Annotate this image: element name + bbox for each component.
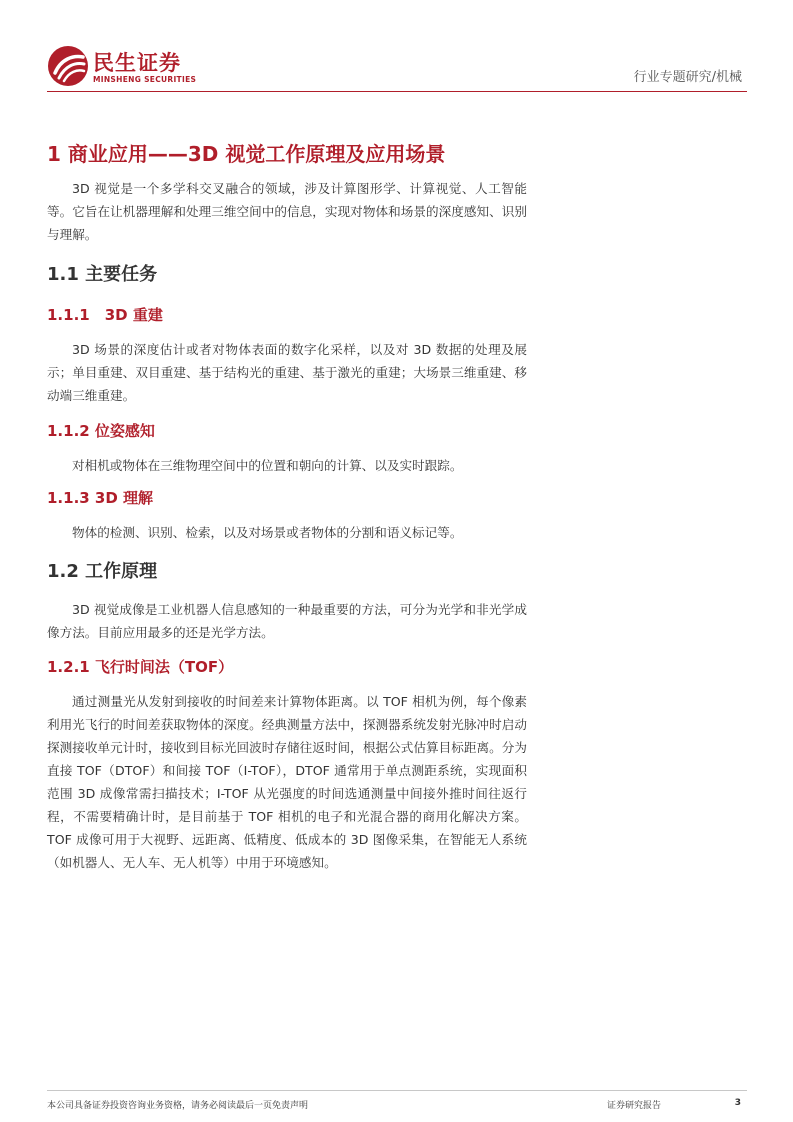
section-1-1-2-paragraph: 对相机或物体在三维物理空间中的位置和朝向的计算、以及实时跟踪。 (72, 458, 463, 473)
section-1-1-3-heading: 1.1.3 3D 理解 (47, 489, 154, 507)
page-number: 3 (734, 1098, 741, 1108)
section-1-2-heading: 1.2 工作原理 (47, 561, 158, 582)
section-1-2-paragraph: 3D 视觉成像是工业机器人信息感知的一种最重要的方法，可分为光学和非光学成像方法。目前应用最多的还是光学方法。 (47, 602, 527, 640)
footer-divider (47, 1090, 747, 1091)
section-1-1-2-heading: 1.1.2 位姿感知 (47, 422, 155, 440)
section-1-heading: 1 商业应用——3D 视觉工作原理及应用场景 (47, 142, 446, 166)
section-1-2-1-heading: 1.2.1 飞行时间法（TOF） (47, 658, 234, 676)
section-1-1-3-paragraph: 物体的检测、识别、检索，以及对场景或者物体的分割和语义标记等。 (72, 525, 463, 540)
footer-disclaimer: 本公司具备证券投资咨询业务资格，请务必阅读最后一页免责声明 (47, 1101, 309, 1111)
section-1-2-1-paragraph: 通过测量光从发射到接收的时间差来计算物体距离。以 TOF 相机为例，每个像素利用光飞行的时间差获取物体的深度。经典测量方法中，探测器系统发射光脉冲时启动探测接收单元计时，接收到目标光回波时存储往返时间，根据公式估算目标距离。分为直接 TOF（DTOF）和间接 TOF（I-TOF），DTOF 通常用于单点测距系统，实现面积范围 3D 成像常需扫描技术；I-TOF 从光强度的时间选通测量中间接外推时间往返行程，不需要精确计时，是目前基于 TOF 相机的电子和光混合器的商用化解决方案。TOF 成像可用于大视野、远距离、低精度、低成本的 3D 图像采集，在智能无人系统（如机器人、无人车、无人机等）中用于环境感知。 (47, 694, 527, 870)
report-category: 行业专题研究/机械 (633, 70, 742, 85)
section-1-1-1-heading: 1.1.1 3D 重建 (47, 306, 163, 324)
section-1-1-1-paragraph: 3D 场景的深度估计或者对物体表面的数字化采样，以及对 3D 数据的处理及展示；单目重建、双目重建、基于结构光的重建、基于激光的重建；大场景三维重建、移动端三维重建。 (47, 342, 527, 403)
minsheng-logo-icon (47, 45, 89, 87)
logo-text-en: MINSHENG SECURITIES (93, 75, 197, 84)
header-divider (47, 91, 747, 92)
logo-text-cn: 民生证券 (93, 51, 181, 75)
page-header (47, 40, 747, 92)
footer-report-label: 证券研究报告 (607, 1101, 662, 1111)
section-1-paragraph: 3D 视觉是一个多学科交叉融合的领域，涉及计算图形学、计算视觉、人工智能等。它旨在让机器理解和处理三维空间中的信息，实现对物体和场景的深度感知、识别与理解。 (47, 181, 527, 242)
page-footer (47, 1090, 747, 1120)
company-logo (47, 45, 197, 89)
section-1-1-heading: 1.1 主要任务 (47, 264, 158, 285)
